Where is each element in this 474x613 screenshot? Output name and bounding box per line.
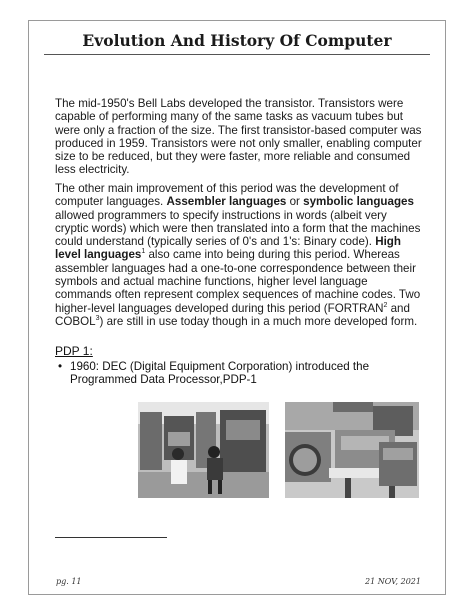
bold-term-assembler: Assembler languages (166, 195, 287, 209)
text-run: or (286, 195, 304, 209)
text-run: ) are still in use today though in a much more developed form. (99, 314, 418, 328)
section-heading-pdp1: PDP 1: (55, 344, 93, 358)
text-run: and COBOL (55, 301, 410, 328)
footnote-ref-1[interactable]: 1 (141, 248, 146, 256)
page-header (44, 28, 430, 55)
photo-operators-at-console (138, 402, 269, 498)
text-run: also came into being during this period. Whereas assembler languages had a one-to-one correspondence between their symbols and actual machine functions, higher level language commands often represent complex sequences of machine codes. Two higher-level languages developed during this period (FORTRAN (55, 248, 421, 315)
text-run: allowed programmers to specify instructions in words (albeit very cryptic words) which were then translated into a form that the machines could understand (typically series of 0's and 1's: Binary code). (55, 208, 421, 249)
footer-date: 21 NOV, 2021 (365, 577, 421, 586)
bold-term-high-level: High level languages (55, 235, 401, 262)
footnote-separator (55, 537, 167, 538)
paragraph-languages (55, 182, 423, 328)
footnote-ref-3[interactable]: 3 (95, 315, 100, 323)
bullet-marker: • (58, 360, 63, 373)
footnote-ref-2[interactable]: 2 (383, 301, 388, 309)
photo-pdp1-machine (285, 402, 419, 498)
page-title: Evolution And History Of Computer (82, 31, 392, 50)
bold-term-symbolic: symbolic languages (303, 195, 414, 209)
bullet-text: 1960: DEC (Digital Equipment Corporation) introduced the Programmed Data Processor,PDP-1 (70, 360, 370, 387)
footer-page-number: pg. 11 (56, 577, 82, 586)
text-run: The other main improvement of this period was the development of computer languages. (55, 182, 399, 209)
paragraph-transistor: The mid-1950's Bell Labs developed the transistor. Transistors were capable of performing many of the same tasks as vacuum tubes but were only a fraction of the size. The first transistor-based computer was produced in 1959. Transistors were not only smaller, enabling computer size to be reduced, but they were faster, more reliable and consumed less electricity. (55, 97, 422, 177)
